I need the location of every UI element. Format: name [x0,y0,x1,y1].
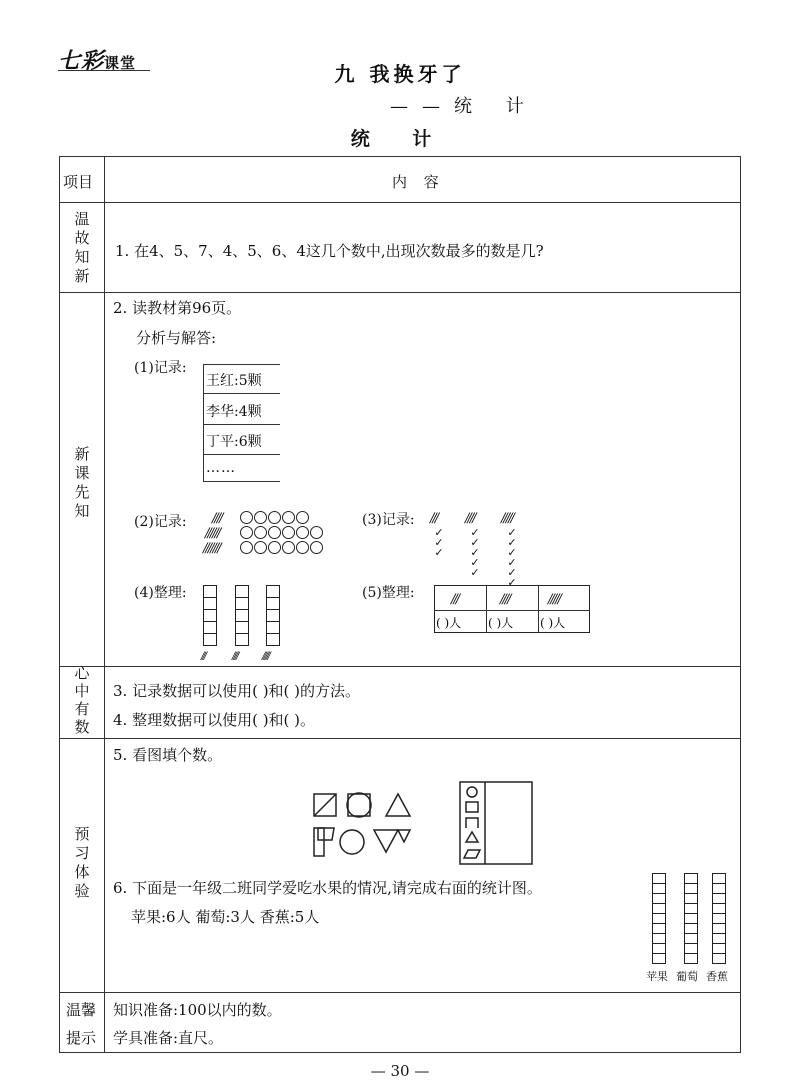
tip-knowledge: 知识准备:100以内的数。 [113,1001,282,1019]
tally-table-divider [538,585,539,633]
fruit-chart-label: 葡萄 [676,970,698,983]
tip-tools: 学具准备:直尺。 [113,1029,224,1047]
circle-row-7 [240,541,323,554]
table-border-bottom [59,1052,741,1053]
table-border-top [59,156,741,157]
record-1-underline [203,424,280,425]
row-divider [59,738,741,739]
category-preview: 预 习 体 验 [74,825,90,900]
square-shape [466,802,478,812]
rectangle-shape [314,828,324,856]
record-1-underline [203,393,280,394]
square-shape [348,794,370,816]
fruits-data: 苹果:6人 葡萄:3人 香蕉:5人 [131,908,320,926]
tally-marks: ////// [205,526,220,541]
tally-marks: //// [212,511,222,526]
rectangle-shape [466,818,478,828]
triangle-shape [466,832,478,842]
tally-table-divider [434,610,590,611]
tally-marks: ///// [262,651,269,662]
blank-people[interactable]: ( )人 [488,616,514,630]
circle-shape [347,793,371,817]
col-header-item: 项目 [63,173,94,191]
tally-marks: //// [465,511,475,526]
record-1-underline [203,364,280,365]
question-2: 2. 读教材第96页。 [113,299,242,317]
shapes-figure [300,780,540,870]
fruit-chart-column-banana[interactable] [712,873,726,964]
tally-marks: ///// [501,511,513,526]
category-tips-top: 温馨 [66,1001,97,1019]
record-1-label: (1)记录: [134,360,187,376]
category-review: 温 故 知 新 [74,210,90,285]
page-number: — 30 — [370,1062,430,1080]
check-column: ✓ ✓ ✓ [434,526,444,559]
tally-marks: /// [430,511,438,526]
circle-row-5 [240,511,309,524]
bar-column [266,585,280,646]
blank-people[interactable]: ( )人 [540,616,566,630]
row-divider [59,202,741,203]
check-column: ✓ ✓ ✓ ✓ ✓ [470,526,480,579]
count-chart-frame [460,782,532,864]
triangle-shape [398,830,410,842]
row-divider [59,292,741,293]
question-6: 6. 下面是一年级二班同学爱吃水果的情况,请完成右面的统计图。 [113,879,542,897]
question-3: 3. 记录数据可以使用( )和( )的方法。 [113,682,361,700]
record-1-row: …… [206,460,236,476]
fruit-chart-column-apple[interactable] [652,873,666,964]
analysis-label: 分析与解答: [136,329,217,347]
blank-people[interactable]: ( )人 [436,616,462,630]
brand-text: 七彩 [58,49,105,74]
fruit-chart-label: 苹果 [646,970,668,983]
bar-column [203,585,217,646]
question-1: 1. 在4、5、7、4、5、6、4这几个数中,出现次数最多的数是几? [115,242,544,260]
category-tips-bottom: 提示 [66,1029,97,1047]
record-3-label: (3)记录: [362,512,415,528]
arrange-4-label: (4)整理: [134,585,187,601]
circle-row-6 [240,526,323,539]
triangle-shape [374,830,398,852]
tally-table-divider [486,585,487,633]
bar-column [235,585,249,646]
triangle-shape [386,794,410,816]
record-2-label: (2)记录: [134,514,187,530]
check-column: ✓ ✓ ✓ ✓ ✓ ✓ [507,526,517,589]
column-divider [104,156,105,1053]
category-new-knowledge: 新 课 先 知 [74,445,90,520]
fruit-chart-column-grape[interactable] [684,873,698,964]
triangle-cut-line [314,794,336,816]
record-1-underline [203,481,280,482]
tally-marks: ///// [548,592,560,607]
question-4: 4. 整理数据可以使用( )和( )。 [113,711,316,729]
col-header-content: 内 容 [392,173,445,191]
trapezoid-shape [318,828,334,840]
parallelogram-shape [464,850,480,858]
table-border-left [59,156,60,1053]
table-border-right [740,156,741,1053]
tally-marks: /// [201,651,206,662]
record-1-bracket [203,364,204,482]
tally-marks: /////// [203,541,220,556]
record-1-underline [203,454,280,455]
record-1-row: 王红:5颗 [206,373,262,389]
category-in-mind: 心 中 有 数 [74,664,90,736]
record-1-row: 丁平:6颗 [206,434,262,450]
arrange-5-label: (5)整理: [362,585,415,601]
question-5: 5. 看图填个数。 [113,746,223,764]
circle-shape [467,787,477,797]
tally-marks: //// [232,651,238,662]
fruit-chart-label: 香蕉 [706,970,728,983]
tally-marks: /// [451,592,459,607]
row-divider [59,666,741,667]
record-1-row: 李华:4颗 [206,404,262,420]
circle-shape [340,830,364,854]
section-title: 统 计 [350,128,450,150]
brand-sub-text: 课堂 [104,54,137,72]
chapter-title: 九 我换牙了 [334,62,466,86]
chapter-subtitle: ——统 计 [390,96,538,117]
tally-marks: //// [500,592,510,607]
row-divider [59,992,741,993]
